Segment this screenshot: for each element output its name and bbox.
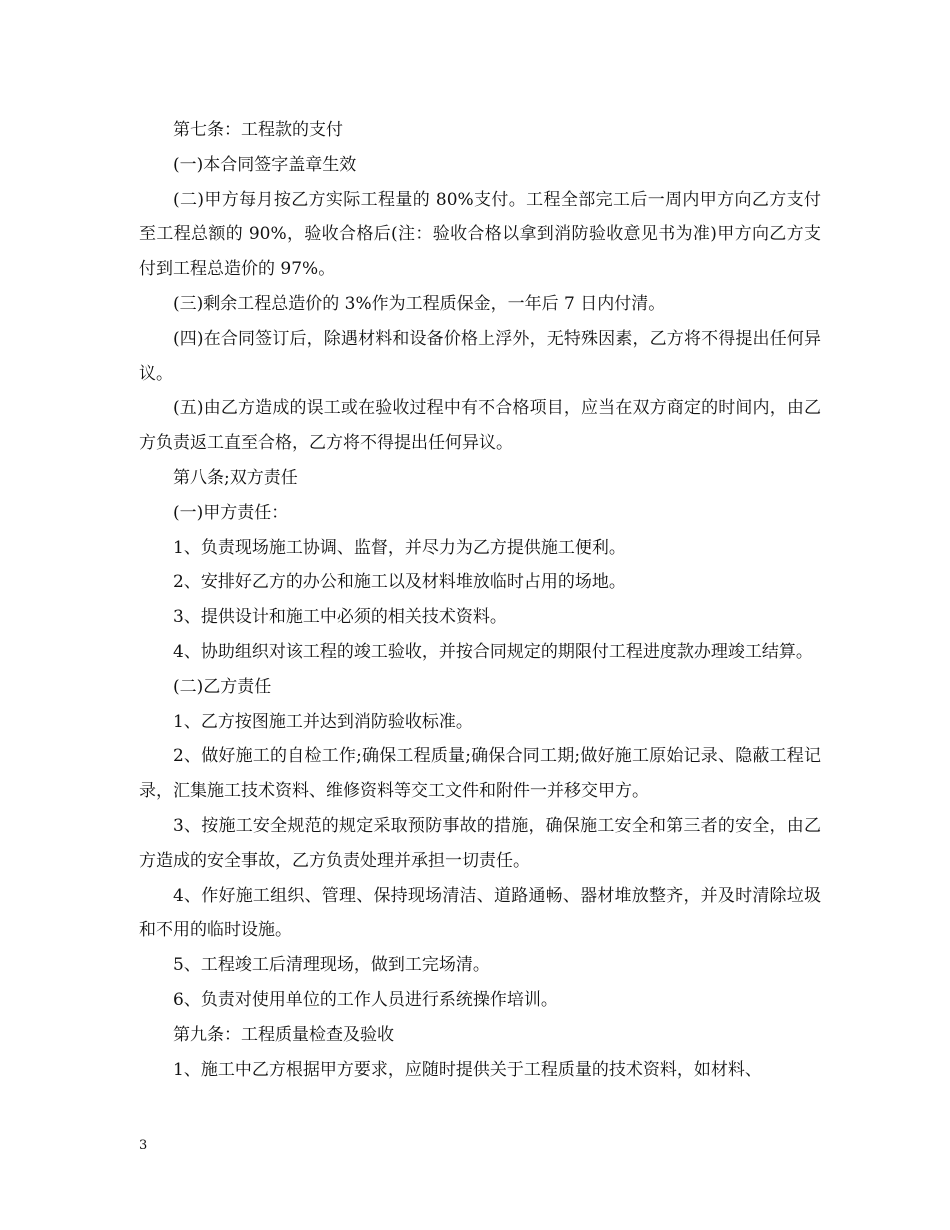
- list-item: 2、安排好乙方的办公和施工以及材料堆放临时占用的场地。: [173, 572, 626, 593]
- section-heading-article-7: 第七条：工程款的支付: [173, 120, 343, 140]
- paragraph: (五)由乙方造成的误工或在验收过程中有不合格项目，应当在双方商定的时间内，由乙方负责返工直至合格，乙方将不得提出任何异议。: [139, 398, 821, 454]
- list-item: 6、负责对使用单位的工作人员进行系统操作培训。: [173, 989, 558, 1010]
- list-item: 4、协助组织对该工程的竣工验收，并按合同规定的期限付工程进度款办理竣工结算。: [173, 641, 813, 662]
- list-item: 4、作好施工组织、管理、保持现场清洁、道路通畅、器材堆放整齐，并及时清除垃圾和不用的临时设施。: [139, 885, 821, 941]
- list-item: 3、提供设计和施工中必须的相关技术资料。: [173, 607, 507, 628]
- subsection-heading-party-a: (一)甲方责任：: [173, 502, 289, 523]
- paragraph: (一)本合同签字盖章生效: [173, 154, 357, 175]
- list-item: 1、负责现场施工协调、监督，并尽力为乙方提供施工便利。: [173, 537, 626, 558]
- list-item: 5、工程竣工后清理现场，做到工完场清。: [173, 955, 490, 976]
- list-item: 3、按施工安全规范的规定采取预防事故的措施，确保施工安全和第三者的安全，由乙方造成的安全事故，乙方负责处理并承担一切责任。: [139, 815, 821, 871]
- list-item: 1、施工中乙方根据甲方要求，应随时提供关于工程质量的技术资料，如材料、: [173, 1059, 762, 1080]
- list-item: 1、乙方按图施工并达到消防验收标准。: [173, 711, 473, 732]
- subsection-heading-party-b: (二)乙方责任: [173, 676, 272, 697]
- paragraph: (三)剩余工程总造价的 3%作为工程质保金，一年后 7 日内付清。: [173, 293, 666, 314]
- section-heading-article-9: 第九条：工程质量检查及验收: [173, 1024, 394, 1045]
- section-heading-article-8: 第八条;双方责任: [173, 467, 298, 488]
- page-number: 3: [139, 1138, 148, 1153]
- list-item: 2、做好施工的自检工作;确保工程质量;确保合同工期;做好施工原始记录、隐蔽工程记录，汇集施工技术资料、维修资料等交工文件和附件一并移交甲方。: [139, 746, 821, 802]
- paragraph: (四)在合同签订后，除遇材料和设备价格上浮外，无特殊因素，乙方将不得提出任何异议。: [139, 328, 821, 384]
- paragraph: (二)甲方每月按乙方实际工程量的 80%支付。工程全部完工后一周内甲方向乙方支付至工程总额的 90%，验收合格后(注：验收合格以拿到消防验收意见书为准)甲方向乙方支付到工程总造价的 97%。: [139, 189, 821, 280]
- document-body: [139, 113, 821, 1087]
